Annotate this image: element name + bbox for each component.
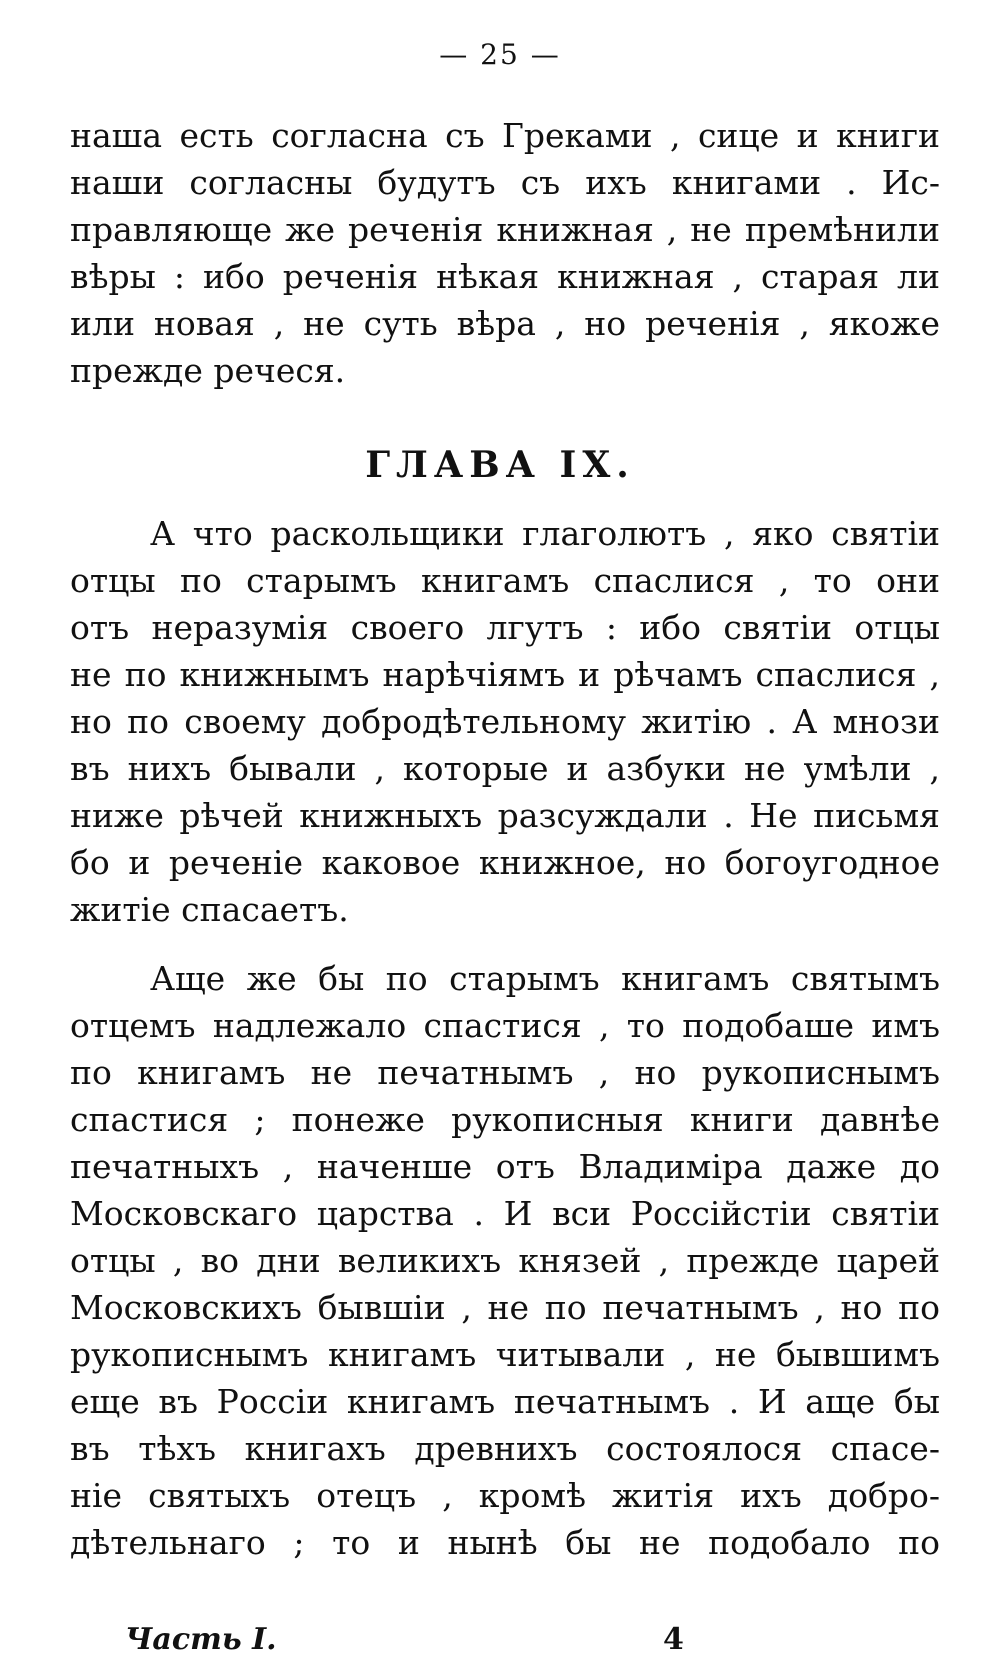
text-line: не по книжнымъ нарѣчіямъ и рѣчамъ спаслися ,: [70, 655, 940, 694]
text-line: житіе спасаетъ.: [70, 890, 349, 929]
text-line: Аще же бы по старымъ книгамъ святымъ: [150, 959, 940, 998]
text-line: отцы , во дни великихъ князей , прежде царей: [70, 1241, 940, 1280]
text-line: Московскаго царства . И вси Россійстіи святіи: [70, 1194, 940, 1233]
text-line: правляюще же реченія книжная , не премѣнили: [70, 210, 940, 249]
text-line: отцы по старымъ книгамъ спаслися , то они: [70, 561, 940, 600]
text-line: наша есть согласна съ Греками , сице и книги: [70, 116, 940, 155]
text-line: еще въ Россіи книгамъ печатнымъ . И аще бы: [70, 1382, 940, 1421]
text-line: вѣры : ибо реченія нѣкая книжная , старая ли: [70, 257, 940, 296]
text-line: по книгамъ не печатнымъ , но рукописнымъ: [70, 1053, 940, 1092]
paragraph-3: [70, 955, 940, 1566]
sheet-number: 4: [663, 1622, 684, 1657]
text-line: или новая , не суть вѣра , но реченія , якоже: [70, 304, 940, 343]
text-line: отцемъ надлежало спастися , то подобаше имъ: [70, 1006, 940, 1045]
text-line: но по своему добродѣтельному житію . А мнози: [70, 702, 940, 741]
paragraph-2: [70, 510, 940, 933]
paragraph-1: [70, 112, 940, 394]
text-line: наши согласны будутъ съ ихъ книгами . Ис-: [70, 163, 940, 202]
text-line: отъ неразумія своего лгутъ : ибо святіи отцы: [70, 608, 940, 647]
text-line: дѣтельнаго ; то и нынѣ бы не подобало по: [70, 1523, 940, 1562]
text-line: ниже рѣчей книжныхъ разсуждали . Не письмя: [70, 796, 940, 835]
page-number: — 25 —: [439, 38, 561, 71]
text-line: въ тѣхъ книгахъ древнихъ состоялося спасе-: [70, 1429, 940, 1468]
text-line: А что раскольщики глаголютъ , яко святіи: [150, 514, 940, 553]
text-line: спастися ; понеже рукописныя книги давнѣе: [70, 1100, 940, 1139]
chapter-heading: ГЛАВА IX.: [365, 444, 635, 486]
text-line: прежде речеся.: [70, 351, 346, 390]
text-line: печатныхъ , наченше отъ Владиміра даже до: [70, 1147, 940, 1186]
text-line: въ нихъ бывали , которые и азбуки не умѣли ,: [70, 749, 940, 788]
signature-mark: Часть I.: [125, 1622, 277, 1657]
text-line: бо и реченіе каковое книжное, но богоугодное: [70, 843, 940, 882]
text-line: ніе святыхъ отецъ , кромѣ житія ихъ добро-: [70, 1476, 940, 1515]
text-line: рукописнымъ книгамъ читывали , не бывшимъ: [70, 1335, 940, 1374]
text-line: Московскихъ бывшіи , не по печатнымъ , но по: [70, 1288, 940, 1327]
